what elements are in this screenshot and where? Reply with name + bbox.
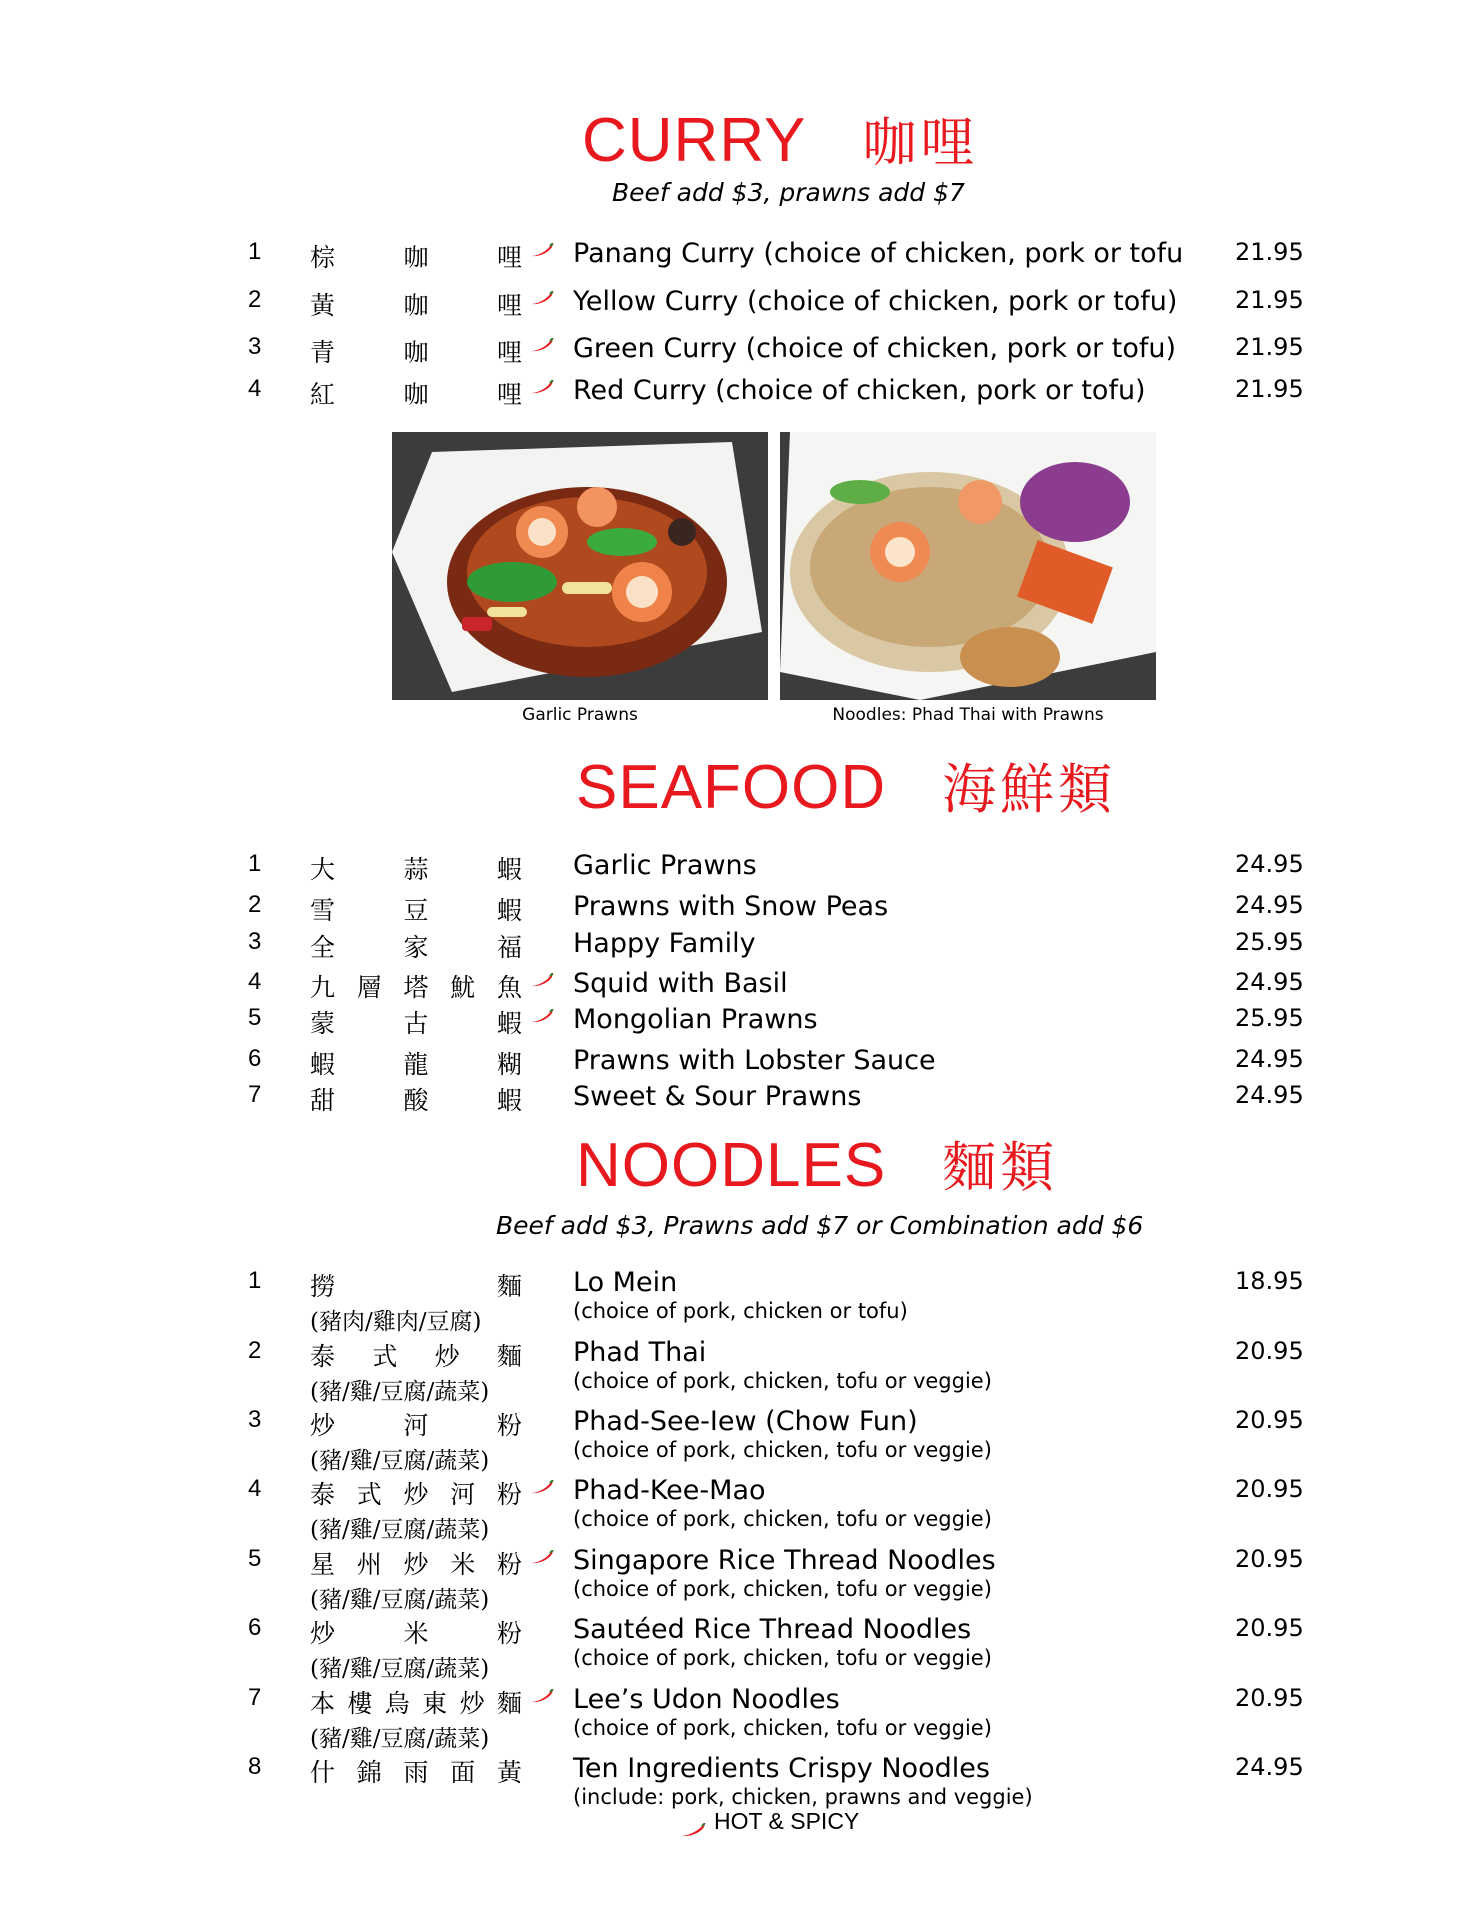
item-name-zh-char: 家 bbox=[403, 933, 429, 962]
item-name-zh-char: 河 bbox=[403, 1411, 429, 1440]
item-sub-en: (choice of pork, chicken, tofu or veggie) bbox=[573, 1577, 992, 1601]
seafood-item bbox=[0, 968, 1484, 1008]
item-name-en: Prawns with Snow Peas bbox=[573, 891, 889, 922]
item-name-zh bbox=[310, 1406, 522, 1442]
item-number: 4 bbox=[248, 375, 262, 402]
item-name-zh-char: 黃 bbox=[496, 1758, 522, 1787]
item-name-zh bbox=[310, 1267, 522, 1303]
item-name-zh-char: 全 bbox=[310, 933, 336, 962]
item-number: 5 bbox=[248, 1545, 262, 1572]
item-number: 1 bbox=[248, 1267, 262, 1294]
item-name-zh-char: 烏 bbox=[384, 1689, 410, 1718]
item-name-zh-char: 哩 bbox=[496, 380, 522, 409]
curry-note: Beef add $3, prawns add $7 bbox=[612, 178, 965, 207]
item-name-zh bbox=[310, 928, 522, 964]
item-name-en: Mongolian Prawns bbox=[573, 1004, 818, 1035]
photo-caption-1: Garlic Prawns bbox=[522, 705, 638, 725]
item-price: 20.95 bbox=[1235, 1337, 1304, 1365]
item-number: 1 bbox=[248, 850, 262, 877]
item-price: 24.95 bbox=[1235, 1081, 1304, 1109]
item-name-zh-char: 蝦 bbox=[310, 1050, 336, 1079]
item-name-zh-char: 哩 bbox=[496, 243, 522, 272]
item-name-zh-char: 炒 bbox=[403, 1550, 429, 1579]
item-name-en: Sautéed Rice Thread Noodles bbox=[573, 1614, 972, 1645]
item-name-en: Phad Thai bbox=[573, 1337, 707, 1368]
curry-title-zh: 咖哩 bbox=[862, 111, 979, 174]
item-name-zh bbox=[310, 1045, 522, 1081]
item-price: 21.95 bbox=[1235, 333, 1304, 361]
item-price: 20.95 bbox=[1235, 1475, 1304, 1503]
seafood-item bbox=[0, 1004, 1484, 1044]
chili-pepper-icon bbox=[680, 1816, 706, 1830]
chili-pepper-icon bbox=[530, 972, 554, 986]
item-name-zh-char: 古 bbox=[403, 1009, 429, 1038]
item-name-zh-char: 東 bbox=[422, 1689, 448, 1718]
item-name-zh-char: 福 bbox=[496, 933, 522, 962]
noodles-item bbox=[0, 1406, 1484, 1474]
seafood-item bbox=[0, 891, 1484, 931]
item-name-zh-char: 米 bbox=[450, 1550, 476, 1579]
item-name-zh-char: 棕 bbox=[310, 243, 336, 272]
noodles-item bbox=[0, 1614, 1484, 1682]
item-name-zh-char: 式 bbox=[372, 1342, 398, 1371]
item-name-zh bbox=[310, 333, 522, 369]
item-number: 5 bbox=[248, 1004, 262, 1031]
item-name-zh-char: 九 bbox=[310, 973, 336, 1002]
item-sub-zh: (豬/雞/豆腐/蔬菜) bbox=[310, 1448, 490, 1474]
item-sub-zh: (豬肉/雞肉/豆腐) bbox=[310, 1309, 482, 1335]
item-name-zh bbox=[310, 375, 522, 411]
item-price: 18.95 bbox=[1235, 1267, 1304, 1295]
item-sub-en: (choice of pork, chicken, tofu or veggie) bbox=[573, 1507, 992, 1531]
item-number: 3 bbox=[248, 1406, 262, 1433]
item-name-zh-char: 麵 bbox=[496, 1342, 522, 1371]
item-name-zh-char: 青 bbox=[310, 338, 336, 367]
phad-thai-photo bbox=[780, 432, 1156, 700]
item-sub-en: (choice of pork, chicken, tofu or veggie) bbox=[573, 1646, 992, 1670]
seafood-item bbox=[0, 1081, 1484, 1121]
item-name-zh-char: 咖 bbox=[403, 243, 429, 272]
noodles-item bbox=[0, 1337, 1484, 1405]
chili-pepper-icon bbox=[530, 1479, 554, 1493]
seafood-title bbox=[576, 747, 1116, 824]
noodles-item bbox=[0, 1475, 1484, 1543]
item-name-zh bbox=[310, 1475, 522, 1511]
spicy-legend-label: HOT & SPICY bbox=[714, 1808, 860, 1834]
item-name-zh-char: 麵 bbox=[496, 1272, 522, 1301]
curry-title bbox=[582, 100, 978, 177]
chili-pepper-icon bbox=[530, 337, 554, 351]
item-name-zh-char: 樓 bbox=[347, 1689, 373, 1718]
noodles-title bbox=[576, 1125, 1058, 1202]
item-name-zh-char: 蝦 bbox=[496, 855, 522, 884]
item-name-zh-char: 黃 bbox=[310, 291, 336, 320]
item-name-zh-char: 州 bbox=[356, 1550, 382, 1579]
noodles-item bbox=[0, 1545, 1484, 1613]
item-name-zh-char: 河 bbox=[450, 1480, 476, 1509]
chili-pepper-icon bbox=[530, 379, 554, 393]
spicy-legend bbox=[680, 1808, 859, 1835]
item-price: 20.95 bbox=[1235, 1684, 1304, 1712]
item-name-en: Phad-Kee-Mao bbox=[573, 1475, 766, 1506]
item-price: 25.95 bbox=[1235, 1004, 1304, 1032]
item-name-en: Red Curry (choice of chicken, pork or tofu) bbox=[573, 375, 1146, 406]
item-name-zh-char: 麵 bbox=[496, 1689, 522, 1718]
item-name-zh-char: 糊 bbox=[496, 1050, 522, 1079]
item-number: 4 bbox=[248, 1475, 262, 1502]
noodles-item bbox=[0, 1684, 1484, 1752]
item-name-zh-char: 粉 bbox=[496, 1411, 522, 1440]
item-name-zh-char: 粉 bbox=[496, 1550, 522, 1579]
curry-title-en: CURRY bbox=[582, 106, 807, 175]
curry-item bbox=[0, 333, 1484, 373]
item-name-zh-char: 咖 bbox=[403, 380, 429, 409]
item-name-zh-char: 炒 bbox=[459, 1689, 485, 1718]
item-name-zh bbox=[310, 1684, 522, 1720]
item-name-zh bbox=[310, 1081, 522, 1117]
item-price: 21.95 bbox=[1235, 238, 1304, 266]
item-name-zh-char: 星 bbox=[310, 1550, 336, 1579]
noodles-item bbox=[0, 1267, 1484, 1335]
item-name-zh-char: 層 bbox=[356, 973, 382, 1002]
chili-pepper-icon bbox=[530, 242, 554, 256]
item-number: 6 bbox=[248, 1045, 262, 1072]
item-name-en: Panang Curry (choice of chicken, pork or tofu bbox=[573, 238, 1184, 269]
item-name-en: Garlic Prawns bbox=[573, 850, 757, 881]
photo-caption-2: Noodles: Phad Thai with Prawns bbox=[832, 705, 1104, 725]
item-number: 8 bbox=[248, 1753, 262, 1780]
item-price: 20.95 bbox=[1235, 1545, 1304, 1573]
item-number: 2 bbox=[248, 1337, 262, 1364]
item-sub-en: (choice of pork, chicken, tofu or veggie) bbox=[573, 1716, 992, 1740]
item-name-zh-char: 哩 bbox=[496, 338, 522, 367]
item-name-zh bbox=[310, 286, 522, 322]
item-name-en: Ten Ingredients Crispy Noodles bbox=[573, 1753, 990, 1784]
item-name-en: Prawns with Lobster Sauce bbox=[573, 1045, 936, 1076]
item-number: 3 bbox=[248, 333, 262, 360]
item-name-zh bbox=[310, 968, 522, 1004]
item-name-zh-char: 粉 bbox=[496, 1619, 522, 1648]
item-price: 24.95 bbox=[1235, 1753, 1304, 1781]
item-name-zh-char: 雪 bbox=[310, 896, 336, 925]
item-name-zh bbox=[310, 1337, 522, 1373]
seafood-item bbox=[0, 928, 1484, 968]
item-name-zh-char: 甜 bbox=[310, 1086, 336, 1115]
chili-pepper-icon bbox=[530, 290, 554, 304]
item-number: 3 bbox=[248, 928, 262, 955]
item-sub-en: (include: pork, chicken, prawns and veggie) bbox=[573, 1785, 1033, 1809]
item-number: 1 bbox=[248, 238, 262, 265]
seafood-item bbox=[0, 850, 1484, 890]
item-price: 21.95 bbox=[1235, 286, 1304, 314]
item-name-zh bbox=[310, 850, 522, 886]
item-sub-zh: (豬/雞/豆腐/蔬菜) bbox=[310, 1517, 490, 1543]
chili-pepper-icon bbox=[530, 1008, 554, 1022]
item-sub-zh: (豬/雞/豆腐/蔬菜) bbox=[310, 1656, 490, 1682]
item-name-zh-char: 龍 bbox=[403, 1050, 429, 1079]
noodles-title-zh: 麵類 bbox=[942, 1136, 1059, 1199]
item-name-en: Yellow Curry (choice of chicken, pork or tofu) bbox=[573, 286, 1178, 317]
item-name-zh-char: 塔 bbox=[403, 973, 429, 1002]
item-name-zh-char: 咖 bbox=[403, 338, 429, 367]
item-name-zh-char: 泰 bbox=[310, 1480, 336, 1509]
noodles-title-en: NOODLES bbox=[576, 1131, 887, 1200]
item-price: 20.95 bbox=[1235, 1406, 1304, 1434]
item-name-zh bbox=[310, 1545, 522, 1581]
item-name-zh bbox=[310, 1004, 522, 1040]
item-name-zh-char: 炒 bbox=[434, 1342, 460, 1371]
item-name-zh-char: 蝦 bbox=[496, 1086, 522, 1115]
item-name-en: Lee’s Udon Noodles bbox=[573, 1684, 840, 1715]
chili-pepper-icon bbox=[530, 1688, 554, 1702]
item-price: 24.95 bbox=[1235, 968, 1304, 996]
item-number: 4 bbox=[248, 968, 262, 995]
noodles-note: Beef add $3, Prawns add $7 or Combination add $6 bbox=[496, 1211, 1144, 1240]
chili-pepper-icon bbox=[530, 1549, 554, 1563]
curry-item bbox=[0, 375, 1484, 415]
garlic-prawns-photo bbox=[392, 432, 768, 700]
item-name-zh-char: 粉 bbox=[496, 1480, 522, 1509]
item-name-zh-char: 撈 bbox=[310, 1272, 336, 1301]
item-name-zh-char: 大 bbox=[310, 855, 336, 884]
item-name-zh-char: 面 bbox=[450, 1758, 476, 1787]
item-name-zh-char: 炒 bbox=[310, 1619, 336, 1648]
item-name-zh-char: 炒 bbox=[403, 1480, 429, 1509]
curry-item bbox=[0, 286, 1484, 326]
item-name-zh bbox=[310, 891, 522, 927]
item-name-zh-char: 米 bbox=[403, 1619, 429, 1648]
item-number: 2 bbox=[248, 891, 262, 918]
item-name-zh-char: 酸 bbox=[403, 1086, 429, 1115]
item-name-zh-char: 蒙 bbox=[310, 1009, 336, 1038]
item-price: 20.95 bbox=[1235, 1614, 1304, 1642]
item-name-en: Squid with Basil bbox=[573, 968, 788, 999]
item-name-zh-char: 蒜 bbox=[403, 855, 429, 884]
item-sub-en: (choice of pork, chicken, tofu or veggie) bbox=[573, 1369, 992, 1393]
item-name-zh bbox=[310, 238, 522, 274]
item-name-zh-char: 本 bbox=[310, 1689, 336, 1718]
item-sub-zh: (豬/雞/豆腐/蔬菜) bbox=[310, 1379, 490, 1405]
item-name-zh bbox=[310, 1614, 522, 1650]
item-name-zh-char: 豆 bbox=[403, 896, 429, 925]
item-name-zh-char: 泰 bbox=[310, 1342, 336, 1371]
item-name-en: Singapore Rice Thread Noodles bbox=[573, 1545, 996, 1576]
item-name-zh-char: 魚 bbox=[496, 973, 522, 1002]
item-name-zh-char: 錦 bbox=[356, 1758, 382, 1787]
item-name-zh bbox=[310, 1753, 522, 1789]
noodles-item bbox=[0, 1753, 1484, 1809]
item-name-zh-char: 蝦 bbox=[496, 896, 522, 925]
item-sub-en: (choice of pork, chicken, tofu or veggie) bbox=[573, 1438, 992, 1462]
item-price: 24.95 bbox=[1235, 891, 1304, 919]
seafood-title-zh: 海鮮類 bbox=[942, 758, 1117, 821]
item-name-zh-char: 炒 bbox=[310, 1411, 336, 1440]
item-name-en: Lo Mein bbox=[573, 1267, 678, 1298]
item-price: 21.95 bbox=[1235, 375, 1304, 403]
item-number: 7 bbox=[248, 1081, 262, 1108]
item-name-en: Phad-See-Iew (Chow Fun) bbox=[573, 1406, 918, 1437]
seafood-item bbox=[0, 1045, 1484, 1085]
curry-item bbox=[0, 238, 1484, 278]
item-name-zh-char: 魷 bbox=[450, 973, 476, 1002]
item-name-zh-char: 蝦 bbox=[496, 1009, 522, 1038]
item-name-zh-char: 雨 bbox=[403, 1758, 429, 1787]
item-name-zh-char: 咖 bbox=[403, 291, 429, 320]
seafood-title-en: SEAFOOD bbox=[576, 753, 887, 822]
item-price: 25.95 bbox=[1235, 928, 1304, 956]
item-number: 6 bbox=[248, 1614, 262, 1641]
item-number: 2 bbox=[248, 286, 262, 313]
item-price: 24.95 bbox=[1235, 850, 1304, 878]
item-name-en: Happy Family bbox=[573, 928, 756, 959]
item-name-zh-char: 什 bbox=[310, 1758, 336, 1787]
item-name-en: Green Curry (choice of chicken, pork or tofu) bbox=[573, 333, 1177, 364]
item-name-zh-char: 紅 bbox=[310, 380, 336, 409]
item-price: 24.95 bbox=[1235, 1045, 1304, 1073]
item-name-zh-char: 式 bbox=[356, 1480, 382, 1509]
item-sub-en: (choice of pork, chicken or tofu) bbox=[573, 1299, 908, 1323]
item-name-en: Sweet & Sour Prawns bbox=[573, 1081, 862, 1112]
item-sub-zh: (豬/雞/豆腐/蔬菜) bbox=[310, 1726, 490, 1752]
item-sub-zh: (豬/雞/豆腐/蔬菜) bbox=[310, 1587, 490, 1613]
item-number: 7 bbox=[248, 1684, 262, 1711]
item-name-zh-char: 哩 bbox=[496, 291, 522, 320]
